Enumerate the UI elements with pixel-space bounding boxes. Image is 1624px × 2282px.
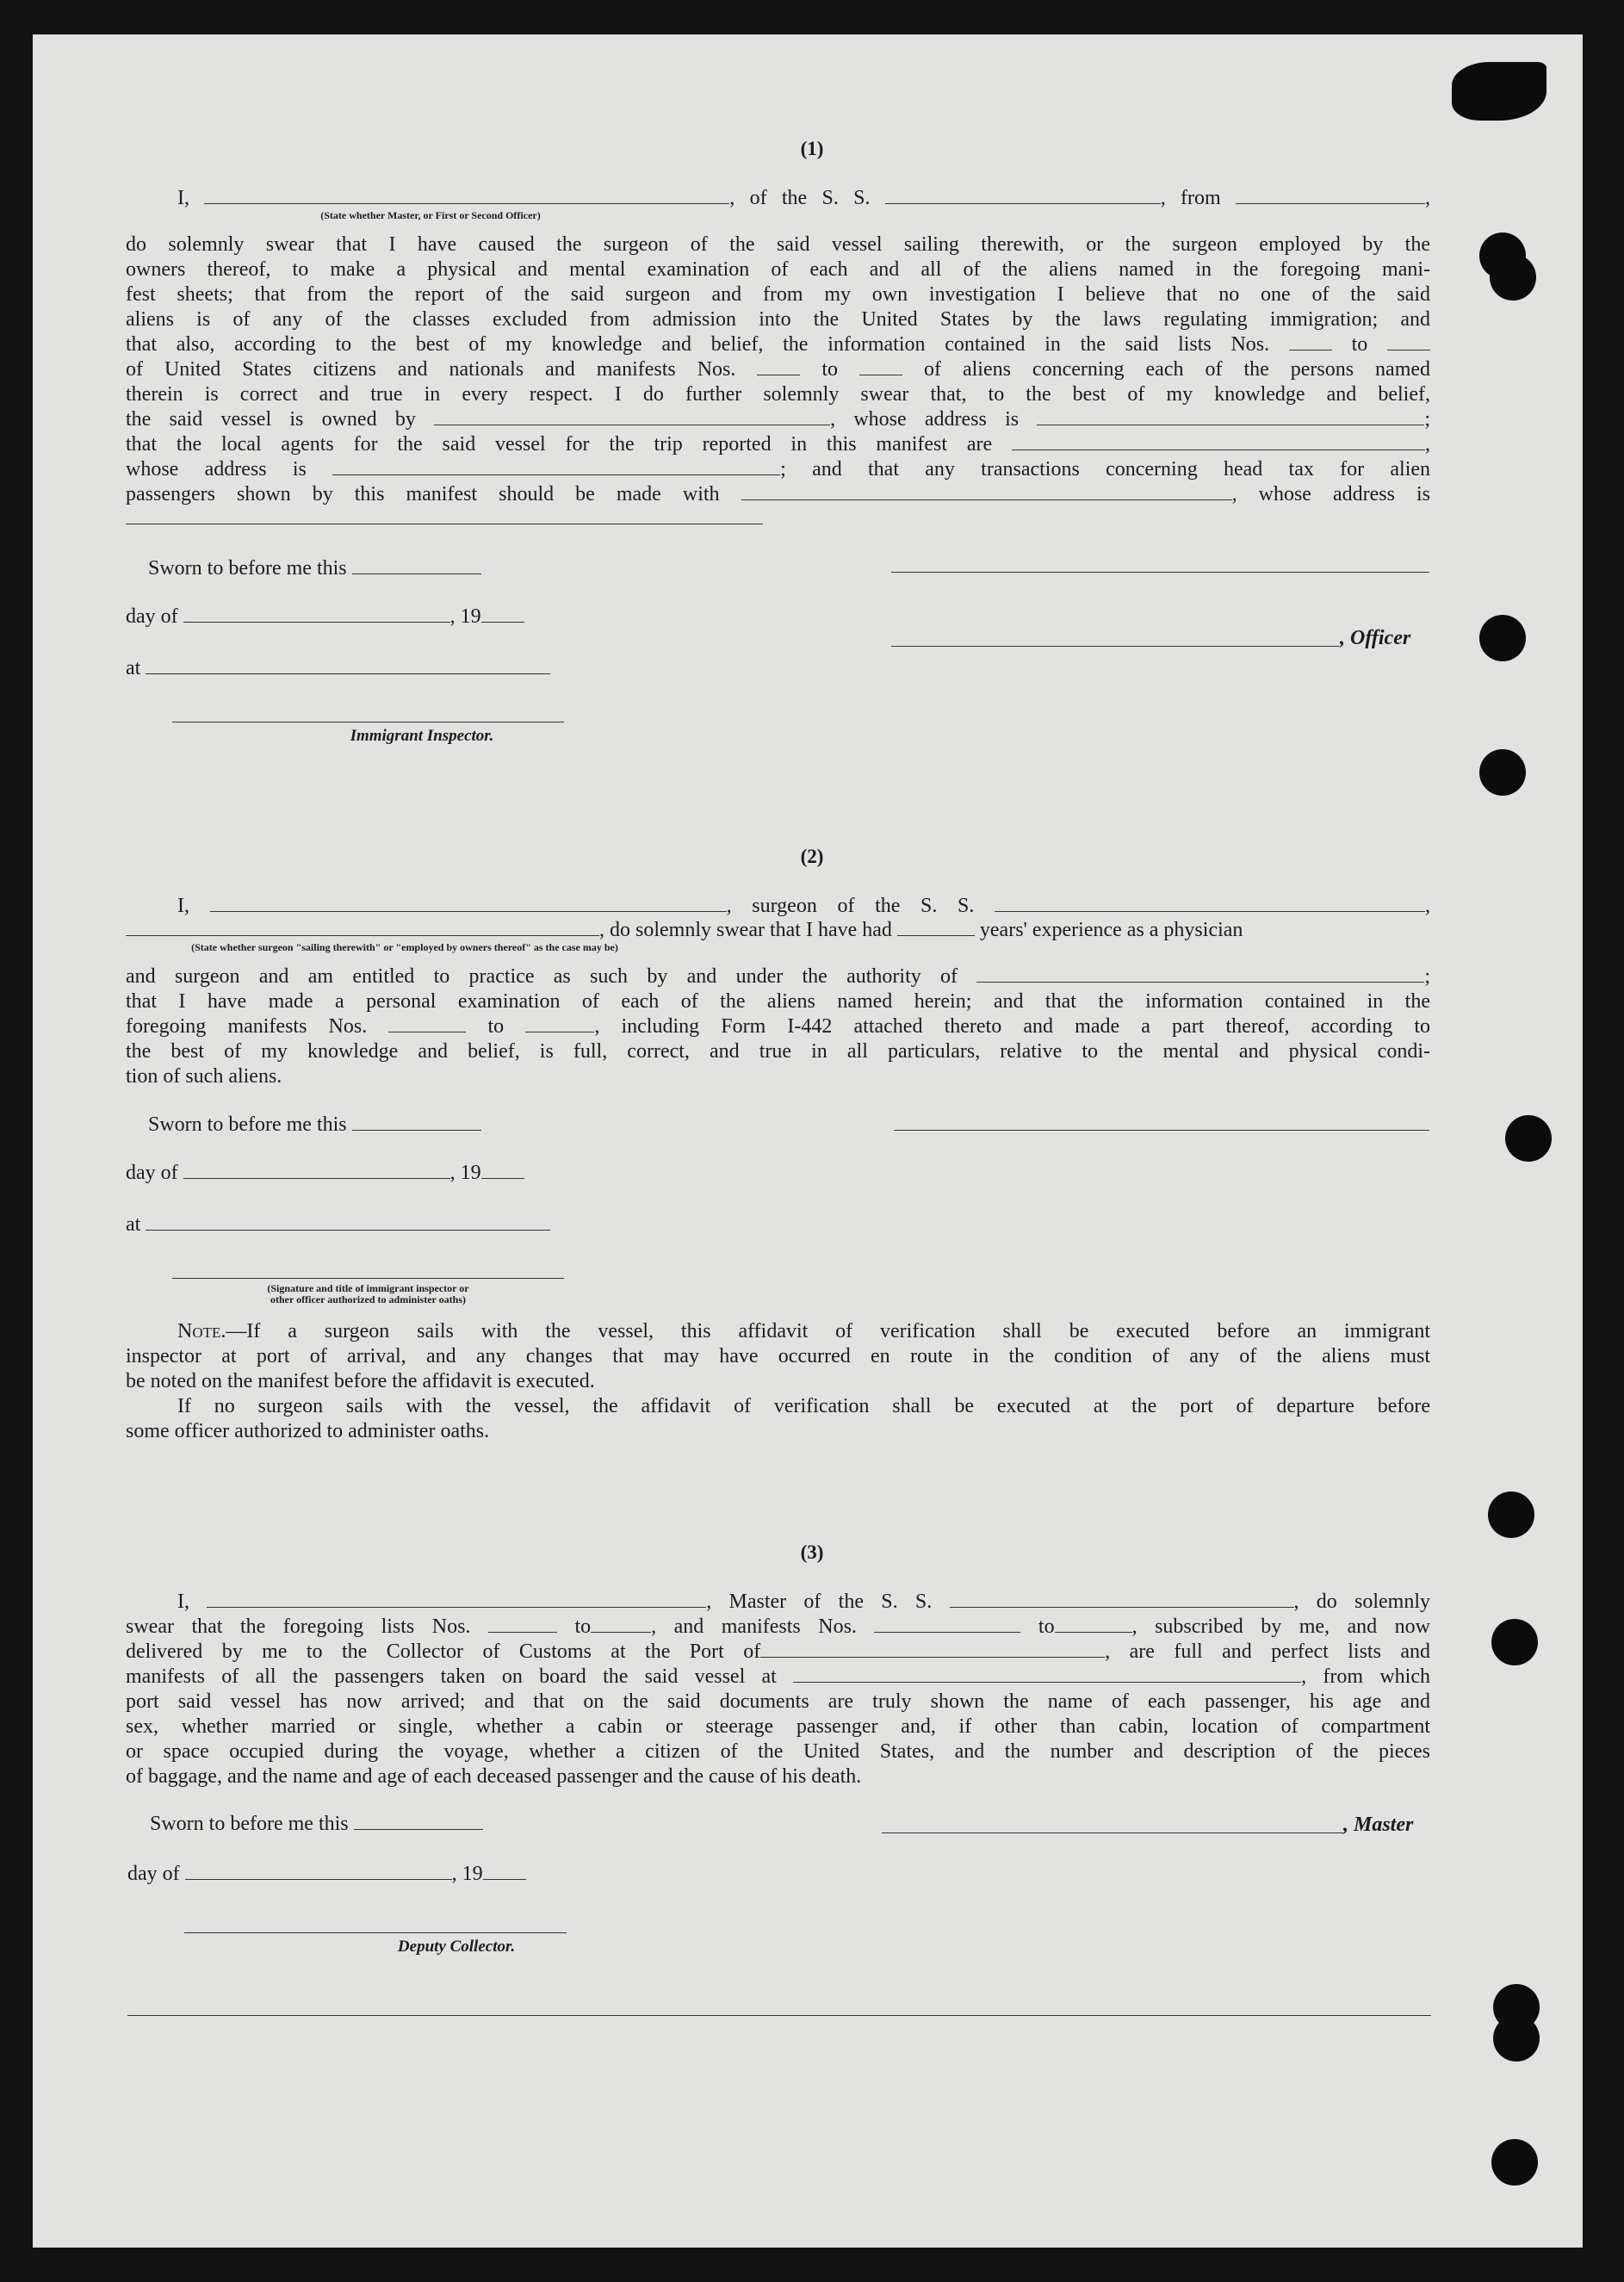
s1-para-line: that also, according to the best of my knowledge and belief, the information contained in the said lists Nos. to: [126, 332, 1430, 357]
s3-lists-to-blank[interactable]: [591, 1615, 651, 1633]
s2-inspector-signature-line[interactable]: [172, 1278, 564, 1279]
surgeon-status-blank[interactable]: [126, 918, 599, 936]
vessel-name-blank[interactable]: [885, 186, 1161, 204]
punch-hole: [1505, 1115, 1552, 1162]
s2-manifests-to-blank[interactable]: [525, 1014, 594, 1032]
master-title: , Master: [1343, 1814, 1414, 1836]
punch-hole: [1488, 1491, 1534, 1538]
s1-month-blank[interactable]: [183, 605, 450, 623]
punch-hole: [1491, 1619, 1538, 1665]
s3-manifests-from-blank[interactable]: [874, 1615, 1020, 1633]
s2-para-line: foregoing manifests Nos. to , including Form I-442 attached thereto and made a part thereof, according to: [126, 1015, 1431, 1038]
s2-para-line: tion of such aliens.: [126, 1065, 282, 1088]
note-heading: Note.: [177, 1320, 226, 1343]
s3-sworn-date-blank[interactable]: [354, 1812, 483, 1830]
s1-para-line: of United States citizens and nationals and manifests Nos. to of aliens concerning each of the persons named: [126, 358, 1431, 381]
section-3-number: (3): [800, 1541, 824, 1563]
s3-vessel-name-blank[interactable]: [950, 1590, 1294, 1608]
s3-para-line: port said vessel has now arrived; and that on the said documents are truly shown the name of each passenger, his age and: [126, 1690, 1430, 1713]
boarding-port-blank[interactable]: [793, 1665, 1301, 1683]
s3-day-of-label: day of , 19: [127, 1862, 526, 1886]
s3-para-line: delivered by me to the Collector of Customs at the Port of , are full and perfect lists and: [126, 1640, 1430, 1663]
s1-para-line: do solemnly swear that I have caused the surgeon of the said vessel sailing therewith, or the surgeon employed by the: [126, 233, 1430, 256]
lists-to-blank[interactable]: [1387, 332, 1430, 350]
s3-line-1: I, , Master of the S. S. , do solemnly: [177, 1591, 1431, 1613]
s2-surgeon-signature-line[interactable]: [894, 1130, 1429, 1131]
manifests-to-blank[interactable]: [859, 357, 902, 375]
s1-para-line: whose address is ; and that any transactions concerning head tax for alien: [126, 458, 1431, 481]
officer-rank-caption: (State whether Master, or First or Second Officer): [320, 209, 541, 221]
s1-sworn-label: Sworn to before me this: [148, 556, 481, 580]
note-line: inspector at port of arrival, and any changes that may have occurred en route in the condition of any of the aliens must: [126, 1345, 1430, 1367]
s3-month-blank[interactable]: [185, 1862, 452, 1880]
s1-year-blank[interactable]: [481, 605, 524, 623]
s2-sworn-date-blank[interactable]: [352, 1113, 481, 1131]
s1-day-of-label: day of , 19: [126, 605, 524, 629]
master-name-blank[interactable]: [207, 1590, 706, 1608]
s2-at-label: at: [126, 1212, 550, 1237]
s2-manifests-from-blank[interactable]: [388, 1014, 466, 1032]
s3-lists-from-blank[interactable]: [488, 1615, 557, 1633]
deputy-signature-line[interactable]: [184, 1932, 567, 1933]
officer-signature-line[interactable]: [891, 646, 1339, 647]
inspector-title: Immigrant Inspector.: [350, 727, 494, 745]
practice-authority-blank[interactable]: [976, 964, 1424, 983]
owner-address-blank[interactable]: [1037, 407, 1424, 425]
manifests-from-blank[interactable]: [757, 357, 800, 375]
officer-title: , Officer: [1340, 627, 1411, 649]
note-line: be noted on the manifest before the affidavit is executed.: [126, 1370, 595, 1392]
s1-place-blank[interactable]: [146, 656, 550, 674]
punch-hole: [1491, 2139, 1538, 2186]
surgeon-status-caption: (State whether surgeon "sailing therewith" or "employed by owners thereof" as the case may be): [191, 941, 618, 953]
s3-year-blank[interactable]: [483, 1862, 526, 1880]
s2-inspector-caption-1: (Signature and title of immigrant inspector or: [267, 1282, 469, 1294]
s2-line-1: I, , surgeon of the S. S. ,: [177, 895, 1431, 917]
punch-hole: [1490, 254, 1536, 301]
s1-para-line: owners thereof, to make a physical and mental examination of each and all of the aliens named in the foregoing mani-: [126, 258, 1430, 281]
port-name-blank[interactable]: [760, 1640, 1105, 1658]
local-agents-blank[interactable]: [1012, 432, 1425, 450]
s1-at-label: at: [126, 656, 550, 680]
s2-vessel-name-blank[interactable]: [995, 894, 1425, 912]
s2-line-2: , do solemnly swear that I have had years' experience as a physician: [126, 918, 1430, 943]
s2-place-blank[interactable]: [146, 1212, 550, 1231]
officer-rank-blank[interactable]: [204, 186, 729, 204]
s3-para-line: of baggage, and the name and age of each deceased passenger and the cause of his death.: [126, 1765, 862, 1788]
s1-sworn-date-blank[interactable]: [352, 556, 481, 574]
punch-hole: [1479, 749, 1526, 796]
s1-para-line: fest sheets; that from the report of the said surgeon and from my own investigation I believe that no one of the said: [126, 283, 1430, 306]
s1-para-line: therein is correct and true in every respect. I do further solemnly swear that, to the best of my knowledge and belief,: [126, 383, 1430, 406]
s1-para-line: aliens is of any of the classes excluded from admission into the United States by the laws regulating immigration; and: [126, 308, 1430, 331]
note-line: some officer authorized to administer oaths.: [126, 1420, 490, 1442]
s3-para-line: or space occupied during the voyage, whether a citizen of the United States, and the number and description of the pieces: [126, 1740, 1430, 1763]
years-experience-blank[interactable]: [897, 918, 975, 936]
agents-address-blank[interactable]: [332, 457, 780, 475]
s2-sworn-label: Sworn to before me this: [148, 1113, 481, 1137]
s2-month-blank[interactable]: [183, 1161, 450, 1179]
s1-para-line: passengers shown by this manifest should be made with , whose address is: [126, 483, 1431, 505]
s2-para-line: the best of my knowledge and belief, is full, correct, and true in all particulars, relative to the mental and physical condi-: [126, 1040, 1430, 1063]
head-tax-contact-blank[interactable]: [741, 482, 1232, 500]
surgeon-name-blank[interactable]: [210, 894, 727, 912]
lists-from-blank[interactable]: [1289, 332, 1332, 350]
note-line: If no surgeon sails with the vessel, the affidavit of verification shall be executed at the port of departure before: [177, 1395, 1430, 1417]
s2-year-blank[interactable]: [481, 1161, 524, 1179]
s2-para-line: and surgeon and am entitled to practice as such by and under the authority of ;: [126, 965, 1431, 988]
s1-para-line: the said vessel is owned by , whose address is ;: [126, 408, 1431, 431]
s2-para-line: that I have made a personal examination of each of the aliens named herein; and that the information contained in the: [126, 990, 1430, 1013]
s1-line-1: I, , of the S. S. , from ,: [177, 187, 1431, 209]
officer-name-line[interactable]: [891, 572, 1429, 573]
departure-port-blank[interactable]: [1236, 186, 1425, 204]
s3-para-line: manifests of all the passengers taken on board the said vessel at , from which: [126, 1665, 1430, 1688]
s3-manifests-to-blank[interactable]: [1055, 1615, 1132, 1633]
torn-corner: [1452, 62, 1547, 121]
s3-sworn-label: Sworn to before me this: [150, 1812, 483, 1836]
note-line: Note.—If a surgeon sails with the vessel, this affidavit of verification shall be executed before an immigrant: [177, 1320, 1430, 1343]
s2-day-of-label: day of , 19: [126, 1161, 524, 1185]
section-2-number: (2): [800, 846, 824, 867]
s2-inspector-caption-2: other officer authorized to administer oaths): [270, 1293, 466, 1305]
section-1-number: (1): [800, 138, 824, 159]
s1-para-line: that the local agents for the said vessel for the trip reported in this manifest are ,: [126, 433, 1430, 456]
deputy-collector-title: Deputy Collector.: [397, 1938, 516, 1956]
punch-hole: [1493, 2015, 1540, 2062]
s3-para-line: swear that the foregoing lists Nos. to , and manifests Nos. to , subscribed by me, and now: [126, 1615, 1431, 1638]
bottom-rule: [127, 2015, 1431, 2016]
master-signature-line[interactable]: [882, 1832, 1343, 1833]
s3-para-line: sex, whether married or single, whether a cabin or steerage passenger and, if other than cabin, location of compartment: [126, 1715, 1430, 1738]
owner-blank[interactable]: [434, 407, 830, 425]
punch-hole: [1479, 615, 1526, 661]
